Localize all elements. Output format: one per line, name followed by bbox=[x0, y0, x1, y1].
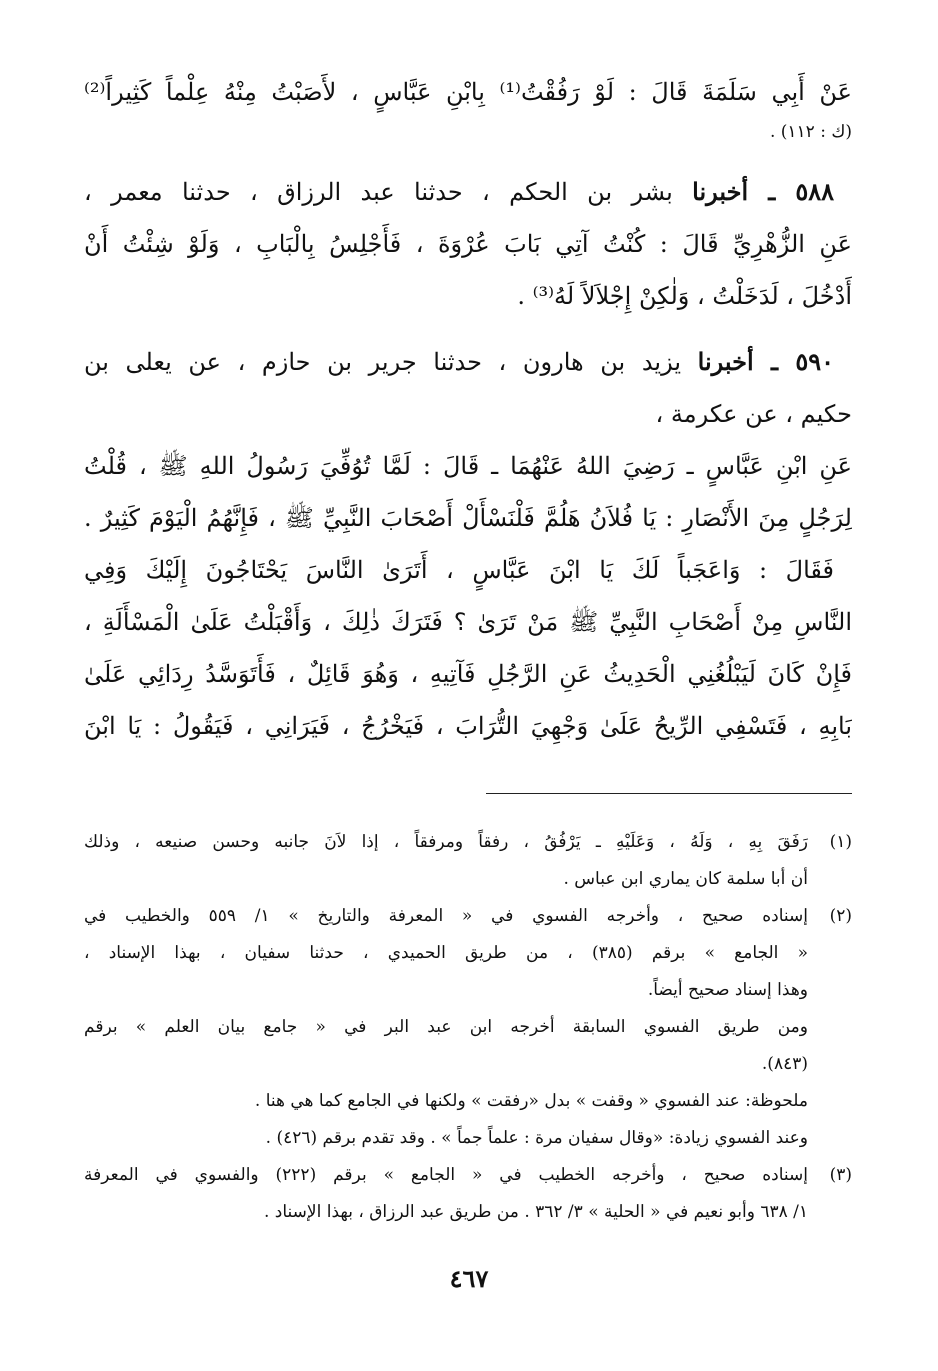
hadith-588-chain: ٥٨٨ ـ أخبرنا بشر بن الحكم ، حدثنا عبد الرزاق ، حدثنا معمر ، bbox=[84, 177, 834, 206]
hadith-588-label: ٥٨٨ ـ أخبرنا bbox=[692, 177, 834, 206]
footnote-separator bbox=[486, 793, 852, 794]
footnote-line: إسناده صحيح ، وأخرجه الخطيب في « الجامع » برقم (٢٢٢) والفسوي في المعرفة bbox=[84, 1165, 808, 1185]
footnote-line: « الجامع » برقم (٣٨٥) ، من طريق الحميدي ، حدثنا سفيان ، بهذا الإسناد ، bbox=[84, 943, 808, 963]
footnote-remark: ملحوظة: عند الفسوي « وقفت » بدل «رفقت » ولكنها في الجامع كما هي هنا . bbox=[254, 1091, 808, 1111]
main-text bbox=[84, 66, 852, 752]
footnote-line: وهذا إسناد صحيح أيضاً. bbox=[647, 980, 808, 1000]
footnote-line: رَفَقَ بِهِ ، وَلَهُ ، وَعَلَيْهِ ـ يَرْفُقُ ، رفقاً ومرفقاً ، إذا لاَنَ جانبه وحسن صنيعه ، وذلك bbox=[84, 832, 808, 852]
footnote-remark: وعند الفسوي زيادة: «وقال سفيان مرة : علماً جماً » . وقد تقدم برقم (٤٢٦) . bbox=[265, 1128, 808, 1148]
text-line: فَقَالَ : وَاعَجَباً لَكَ يَا ابْنَ عَبَّاسٍ ، أَتَرَىٰ النَّاسَ يَحْتَاجُونَ إِلَيْكَ وَفِي bbox=[84, 556, 834, 584]
footnote-number: (٣) bbox=[829, 1165, 852, 1185]
text-line: فَإِنْ كَانَ لَيَبْلُغُنِي الْحَدِيثُ عَنِ الرَّجُلِ فَآتِيهِ ، وَهُوَ قَائِلٌ ، فَأَتَوَسَّدُ رِدَائِي عَلَىٰ bbox=[84, 660, 852, 688]
hadith-590-chain: ٥٩٠ ـ أخبرنا يزيد بن هارون ، حدثنا جرير بن حازم ، عن يعلى بن bbox=[84, 347, 834, 376]
footnote-1 bbox=[84, 824, 852, 898]
text-line: النَّاسِ مِنْ أَصْحَابِ النَّبِيِّ ﷺ مَنْ تَرَىٰ ؟ فَتَرَكَ ذٰلِكَ ، وَأَقْبَلْتُ عَلَىٰ الْمَسْأَلَةِ ، bbox=[84, 608, 852, 636]
text-line: عَنْ أَبِي سَلَمَةَ قَالَ : لَوْ رَفُقْتُ⁽¹⁾ بِابْنِ عَبَّاسٍ ، لأَصَبْتُ مِنْهُ عِلْماً كَثِيراً⁽²⁾ bbox=[84, 78, 852, 106]
text-line: حكيم ، عن عكرمة ، bbox=[655, 400, 852, 428]
text-line: أَدْخُلَ ، لَدَخَلْتُ ، وَلٰكِنْ إِجْلاَلاً لَهُ⁽³⁾ . bbox=[517, 282, 852, 310]
footnote-2 bbox=[84, 898, 852, 1009]
text-line: لِرَجُلٍ مِنَ الأَنْصَارِ : يَا فُلاَنُ هَلُمَّ فَلْنَسْأَلْ أَصْحَابَ النَّبِيِّ ﷺ ، فَإِنَّهُمُ الْيَوْمَ كَثِيرٌ . bbox=[84, 504, 852, 532]
footnote-line: ومن طريق الفسوي السابقة أخرجه ابن عبد البر في « جامع بيان العلم » برقم bbox=[84, 1017, 808, 1037]
page-number: ٤٦٧ bbox=[449, 1264, 489, 1293]
footnote-line: إسناده صحيح ، وأخرجه الفسوي في « المعرفة والتاريخ » ١/ ٥٥٩ والخطيب في bbox=[84, 906, 808, 926]
text-line: عَنِ ابْنِ عَبَّاسٍ ـ رَضِيَ اللهُ عَنْهُمَا ـ قَالَ : لَمَّا تُوُفِّيَ رَسُولُ اللهِ ﷺ ، قُلْتُ bbox=[84, 452, 852, 480]
footnote-number: (٢) bbox=[829, 906, 852, 926]
text-line: عَنِ الزُّهْرِيِّ قَالَ : كُنْتُ آتِي بَابَ عُرْوَةَ ، فَأَجْلِسُ بِالْبَابِ ، وَلَوْ شِئْتُ أَنْ bbox=[84, 230, 852, 258]
footnote-number: (١) bbox=[829, 832, 852, 852]
footnote-line: ١/ ٦٣٨ وأبو نعيم في « الحلية » ٣/ ٣٦٢ . من طريق عبد الرزاق ، بهذا الإسناد . bbox=[263, 1202, 808, 1222]
footnotes bbox=[84, 824, 852, 1231]
footnote-line: (٨٤٣). bbox=[761, 1054, 808, 1074]
footnote-line: أن أبا سلمة كان يماري ابن عباس . bbox=[563, 869, 808, 889]
text-line: بَابِهِ ، فَتَسْفِي الرِّيحُ عَلَىٰ وَجْهِيَ التُّرَابَ ، فَيَخْرُجُ ، فَيَرَانِي ، فَيَقُولُ : يَا ابْنَ bbox=[84, 712, 852, 740]
footnote-3 bbox=[84, 1157, 852, 1231]
reference-line: (ك : ١١٢) . bbox=[769, 122, 852, 142]
hadith-590-label: ٥٩٠ ـ أخبرنا bbox=[697, 347, 834, 376]
